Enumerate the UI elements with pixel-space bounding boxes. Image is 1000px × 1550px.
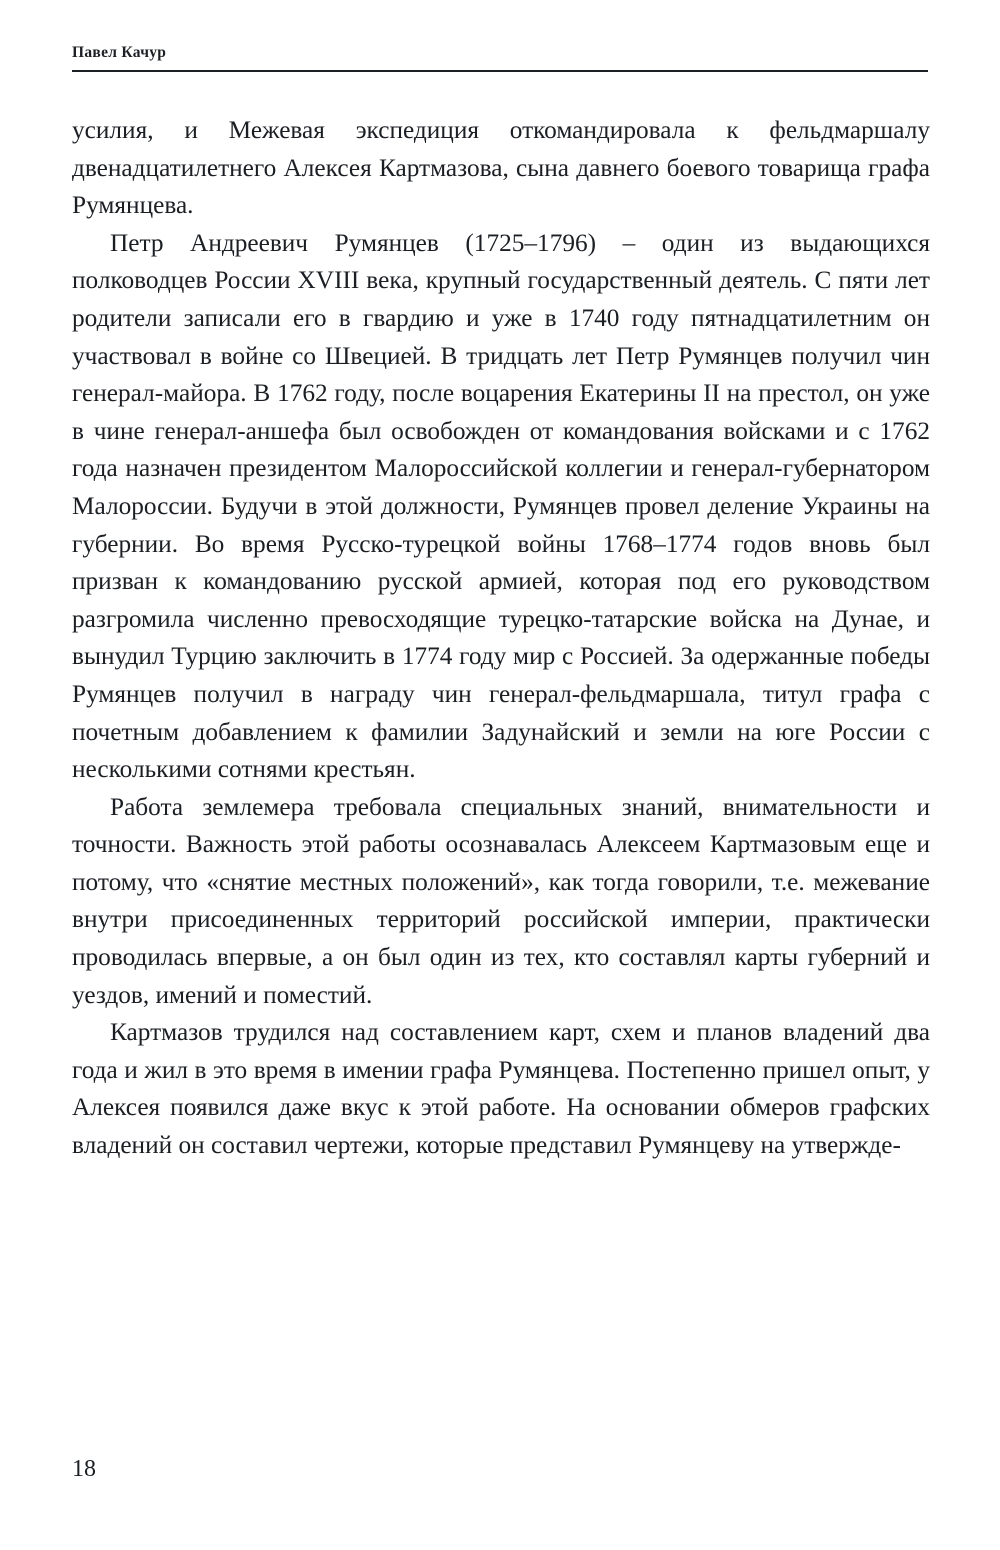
paragraph: усилия, и Межевая экспедиция откомандировала к фельдмаршалу двенадцатилетнего Алексея Картмазова, сына давнего боевого товарища графа Румянцева. [72, 116, 930, 220]
page-header [72, 44, 928, 72]
paragraph: Картмазов трудился над составлением карт, схем и планов владений два года и жил в это время в имении графа Румянцева. Постепенно пришел опыт, у Алексея появился даже вкус к этой работе. На основании обмеров графских владений он составил чертежи, которые представил Румянцеву на утвержде- [72, 1018, 930, 1160]
page-body [72, 112, 930, 1165]
page-footer [72, 1456, 928, 1483]
running-head: Павел Качур [72, 44, 167, 61]
header-rule [72, 70, 928, 72]
page-number: 18 [72, 1456, 96, 1482]
paragraph: Петр Андреевич Румянцев (1725–1796) – один из выдающихся полководцев России XVIII века, крупный государственный деятель. С пяти лет родители записали его в гвардию и уже в 1740 году пятнадцатилетним он участвовал в войне со Швецией. В тридцать лет Петр Румянцев получил чин генерал-майора. В 1762 году, после воцарения Екатерины II на престол, он уже в чине генерал-аншефа был освобожден от командования войсками и с 1762 года назначен президентом Малороссийской коллегии и генерал-губернатором Малороссии. Будучи в этой должности, Румянцев провел деление Украины на губернии. Во время Русско-турецкой войны 1768–1774 годов вновь был призван к командованию русской армией, которая под его руководством разгромила численно превосходящие турецко-татарские войска на Дунае, и вынудил Турцию заключить в 1774 году мир с Россией. За одержанные победы Румянцев получил в награду чин генерал-фельдмаршала, титул графа с почетным добавлением к фамилии Задунайский и земли на юге России с несколькими сотнями крестьян. [72, 228, 930, 784]
paragraph: Работа землемера требовала специальных знаний, внимательности и точности. Важность этой работы осознавалась Алексеем Картмазовым еще и потому, что «снятие местных положений», как тогда говорили, т.е. межевание внутри присоединенных территорий российской империи, практически проводилась впервые, а он был один из тех, кто составлял карты губерний и уездов, имений и поместий. [72, 792, 930, 1009]
